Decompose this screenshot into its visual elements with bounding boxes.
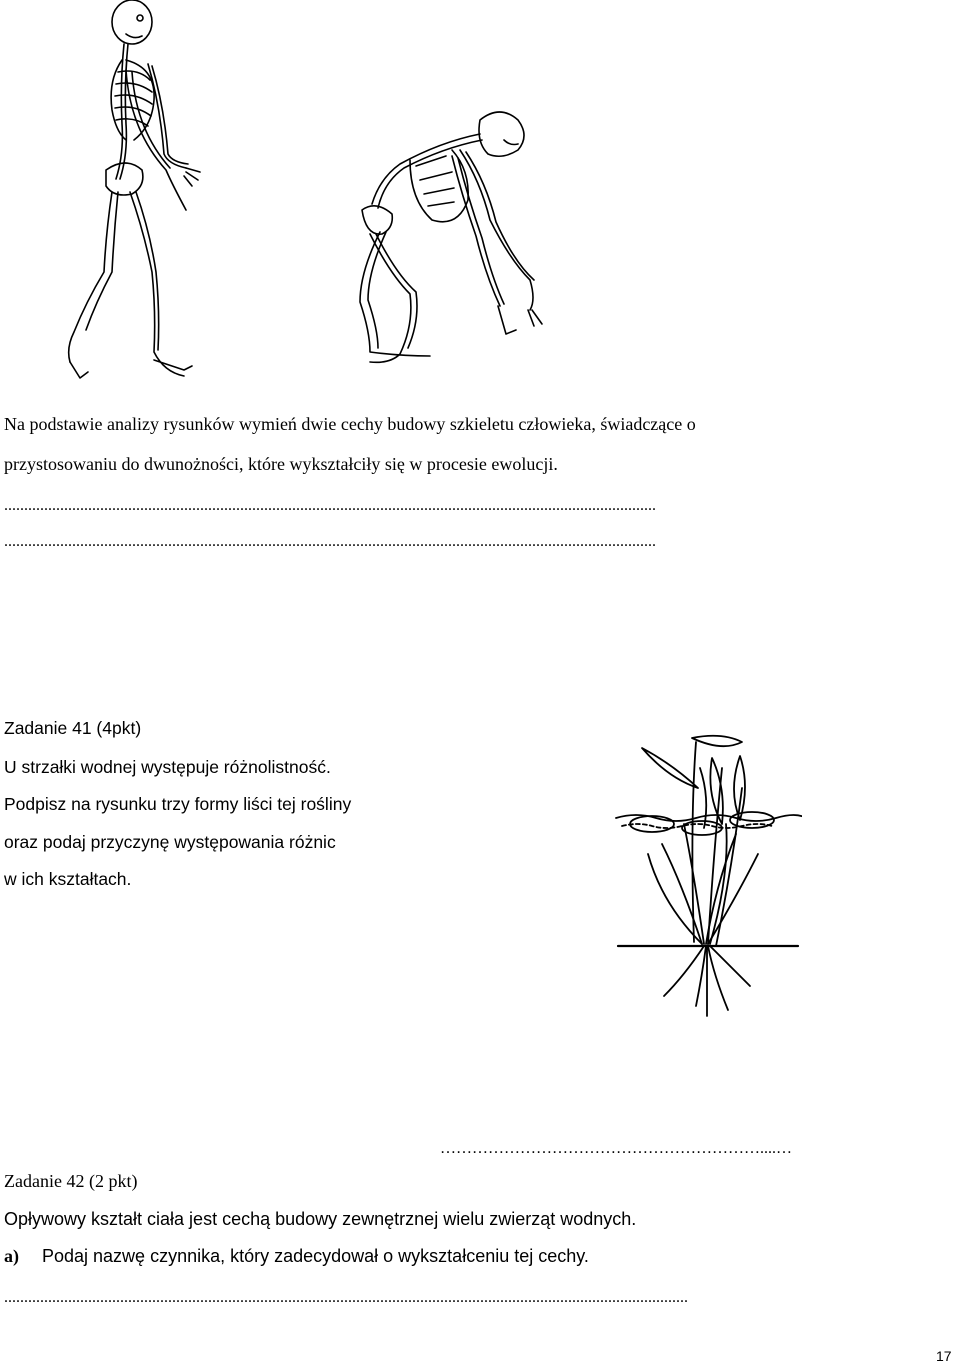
q42-a-text: Podaj nazwę czynnika, który zadecydował o wykształceniu tej cechy. — [42, 1246, 589, 1266]
q41-title: Zadanie 41 (4pkt) — [4, 718, 142, 738]
q42-a-label: a) — [4, 1246, 19, 1266]
arrowhead-plant-illustration — [612, 728, 802, 1018]
page-number: 17 — [936, 1348, 952, 1364]
q40-answer-line-1[interactable]: ................................................................................................................................................................... — [4, 497, 656, 514]
q41-answer-line[interactable]: ……………………………………………………....… — [440, 1140, 792, 1157]
q40-line-2: przystosowaniu do dwunożności, które wykształciły się w procesie ewolucji. — [4, 454, 558, 474]
q42-line-1: Opływowy kształt ciała jest cechą budowy zewnętrznej wielu zwierząt wodnych. — [4, 1209, 637, 1229]
q40-line-1: Na podstawie analizy rysunków wymień dwie cechy budowy szkieletu człowieka, świadczące o — [4, 414, 696, 434]
q42-title: Zadanie 42 (2 pkt) — [4, 1171, 138, 1191]
q41-line-4: w ich kształtach. — [4, 869, 132, 889]
q41-line-3: oraz podaj przyczynę występowania różnic — [4, 832, 336, 852]
human-skeleton-illustration — [30, 0, 205, 390]
q40-answer-line-2[interactable]: ................................................................................................................................................................... — [4, 533, 656, 550]
q41-line-2: Podpisz na rysunku trzy formy liści tej rośliny — [4, 794, 352, 814]
q41-line-1: U strzałki wodnej występuje różnolistność. — [4, 757, 331, 777]
aerial-leaf — [692, 736, 742, 746]
q42-answer-line[interactable]: ........................................................................................................................................................................... — [4, 1289, 688, 1306]
ape-skull-shape — [479, 112, 524, 156]
ape-skeleton-illustration — [340, 100, 560, 380]
